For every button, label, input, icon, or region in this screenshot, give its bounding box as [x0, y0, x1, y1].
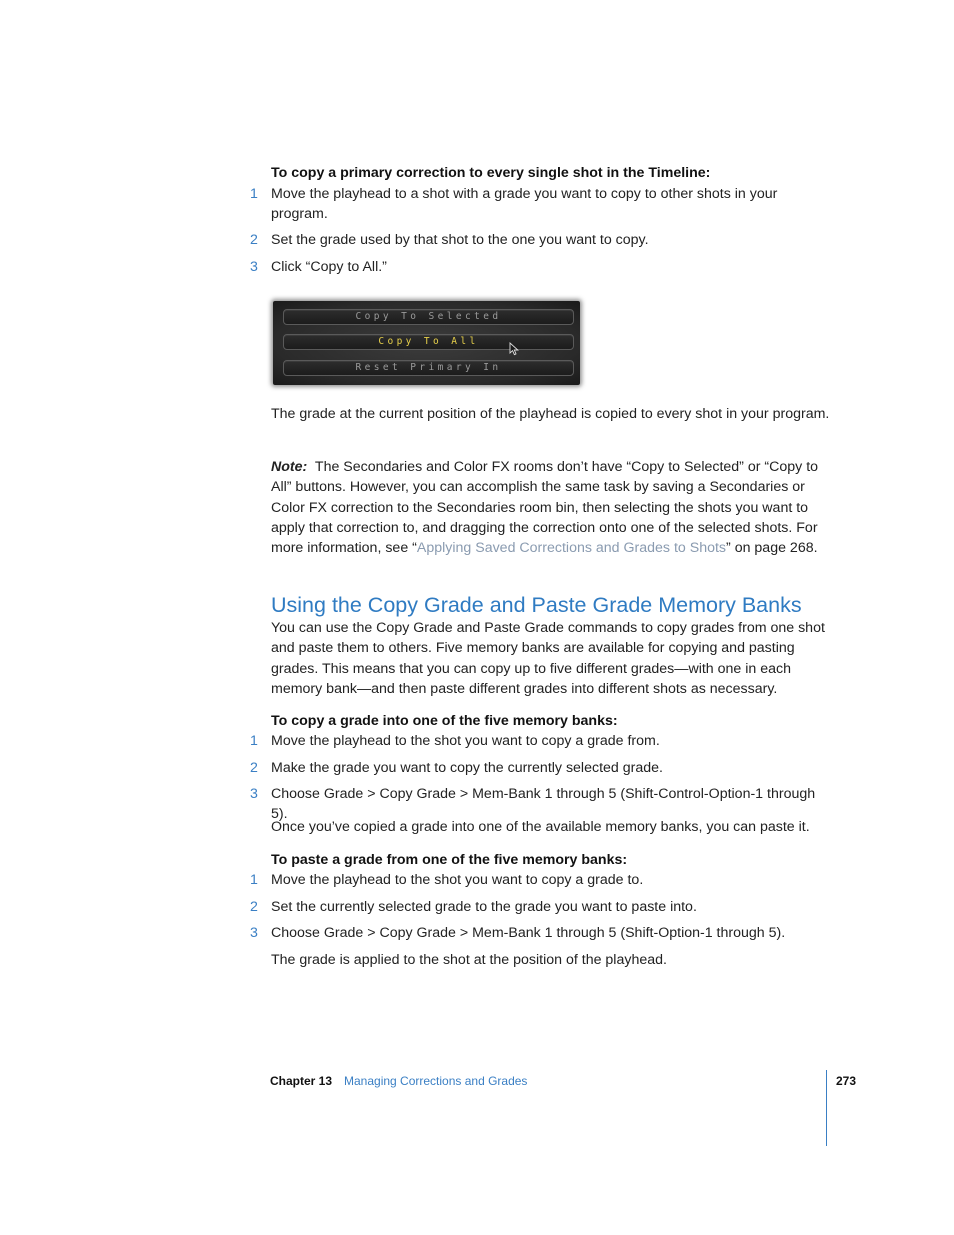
step-number: 2: [250, 899, 258, 915]
note-text: The Secondaries and Color FX rooms don’t have “Copy to Selected” or “Copy to All” buttons. However, you can accomplish the same task by saving a Secondaries or Color FX correction to the Secondaries room bin, then selecting the shots you want to apply that correction to, and dragging the correction onto one of the selected shots. For more information, see “: [271, 459, 819, 557]
copy-buttons-panel: [273, 301, 580, 385]
result-paragraph: The grade is applied to the shot at the position of the playhead.: [271, 952, 667, 968]
step-text: Move the playhead to the shot you want to copy a grade to.: [271, 872, 644, 888]
step-number: 2: [250, 760, 258, 776]
task-heading-paste-grade: To paste a grade from one of the five memory banks:: [271, 852, 628, 868]
footer-chapter-title: Managing Corrections and Grades: [344, 1074, 528, 1088]
step-text: Set the currently selected grade to the grade you want to paste into.: [271, 899, 697, 915]
page-number: 273: [836, 1074, 857, 1088]
section-title: Using the Copy Grade and Paste Grade Memory Banks: [271, 593, 802, 617]
intro-paragraph: You can use the Copy Grade and Paste Grade commands to copy grades from one shot and paste them to others. Five memory banks are available for copying and pasting grades. This means that you can copy up to five different grades—with one in each memory bank—and then paste different grades into different shots as necessary.: [271, 620, 825, 697]
copy-to-all-button[interactable]: Copy To All: [283, 334, 574, 350]
step-number: 2: [250, 232, 258, 248]
step-text: Click “Copy to All.”: [271, 259, 387, 275]
step-number: 1: [250, 872, 258, 888]
step-number: 3: [250, 259, 258, 275]
step-text: Choose Grade > Copy Grade > Mem-Bank 1 through 5 (Shift-Option-1 through 5).: [271, 925, 786, 941]
footer-divider: [826, 1070, 827, 1146]
note-paragraph: [271, 457, 831, 558]
step-text: Set the grade used by that shot to the one you want to copy.: [271, 232, 649, 248]
note-label: Note:: [271, 459, 308, 475]
copy-to-selected-button[interactable]: Copy To Selected: [283, 309, 574, 325]
cross-reference-link[interactable]: Applying Saved Corrections and Grades to Shots: [416, 540, 727, 557]
step-text: Make the grade you want to copy the currently selected grade.: [271, 760, 663, 776]
note-text-end: ” on page 268.: [726, 540, 818, 557]
step-number: 3: [250, 925, 258, 941]
footer-chapter-number: Chapter 13: [270, 1074, 333, 1088]
task-heading-copy-grade: To copy a grade into one of the five memory banks:: [271, 713, 618, 729]
step-number: 1: [250, 733, 258, 749]
result-paragraph: The grade at the current position of the playhead is copied to every shot in your program.: [271, 406, 830, 422]
step-number: 3: [250, 786, 258, 802]
mouse-cursor-icon: [509, 342, 519, 356]
task-heading-copy-to-all: To copy a primary correction to every single shot in the Timeline:: [271, 165, 711, 181]
reset-primary-in-button[interactable]: Reset Primary In: [283, 360, 574, 376]
step-text: Move the playhead to a shot with a grade you want to copy to other shots in your program.: [271, 186, 778, 223]
step-text: Move the playhead to the shot you want to copy a grade from.: [271, 733, 660, 749]
step-text: Choose Grade > Copy Grade > Mem-Bank 1 through 5 (Shift-Control-Option-1 through 5).: [271, 786, 816, 823]
step-number: 1: [250, 186, 258, 202]
result-paragraph: Once you’ve copied a grade into one of the available memory banks, you can paste it.: [271, 819, 810, 835]
